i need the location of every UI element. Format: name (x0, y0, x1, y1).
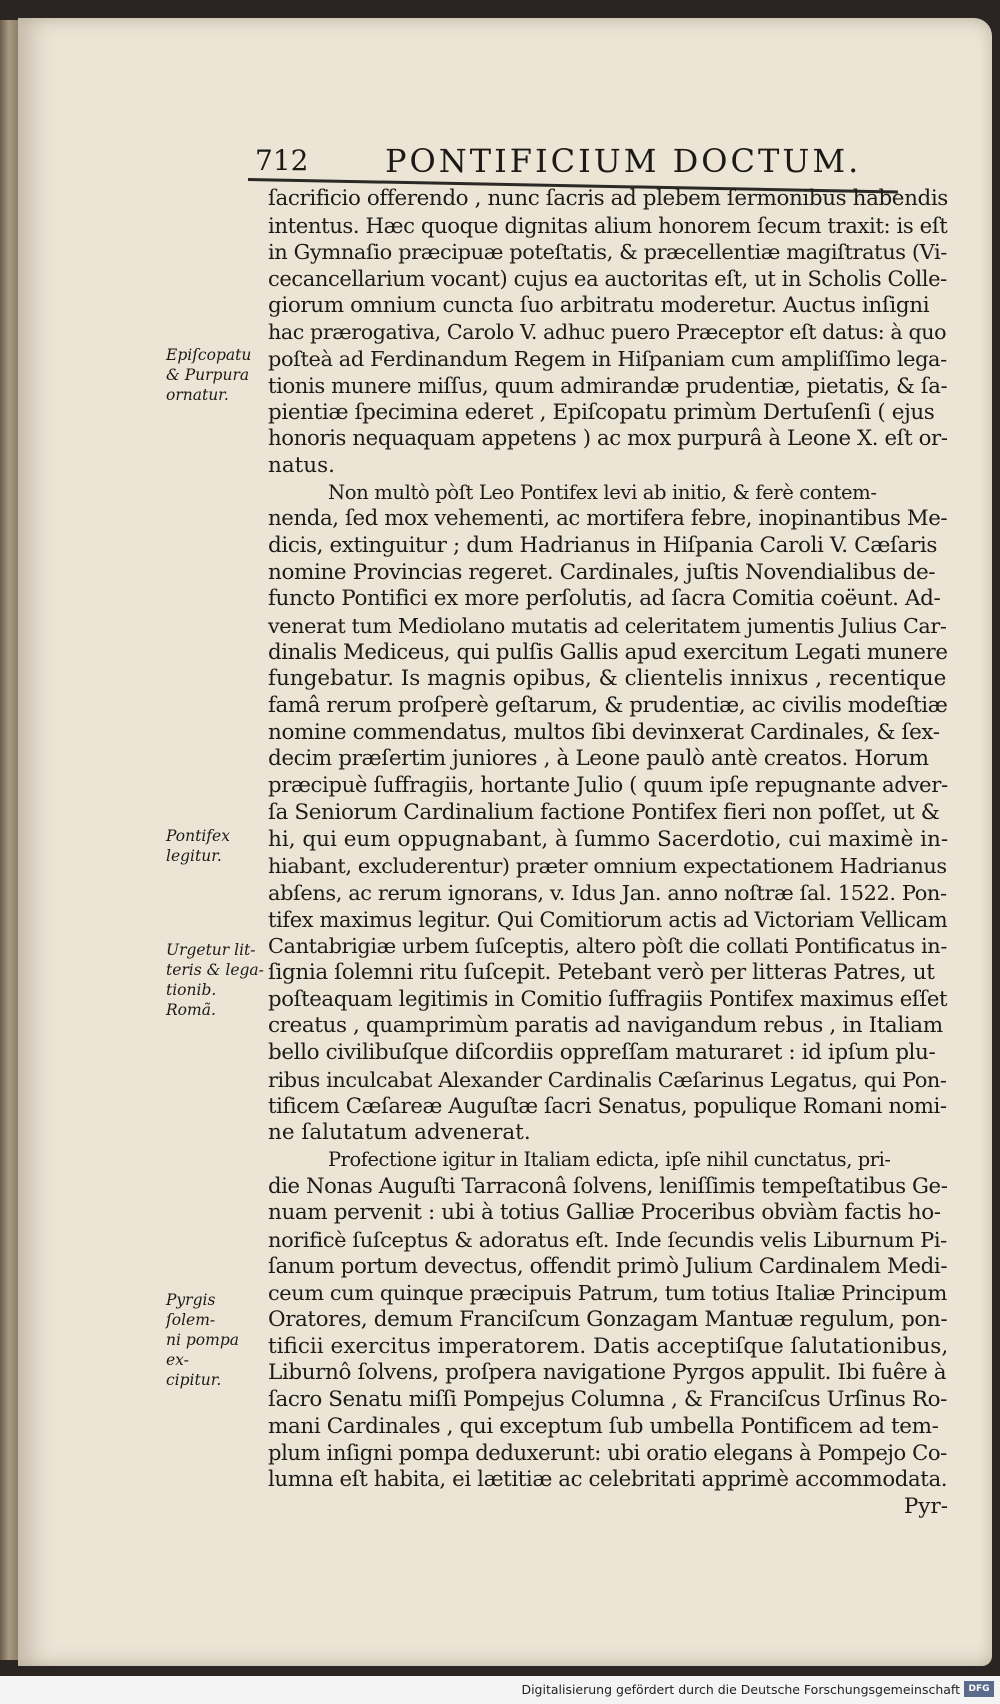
text-line: decim præſertim juniores , à Leone paulò antè creatos. Horum (268, 746, 929, 772)
text-line: venerat tum Mediolano mutatis ad celeritatem jumentis Julius Car- (268, 614, 947, 638)
page-number: 712 (255, 144, 309, 177)
text-line: in Gymnaſio præcipuæ poteſtatis, & præcellentiæ magiſtratus (Vi- (268, 240, 947, 265)
marginal-line: ni pompa ex- (166, 1331, 239, 1369)
text-line: ſa Seniorum Cardinalium factione Pontifex fieri non poſſet, ut & (268, 799, 940, 825)
text-line: dicis, extinguitur ; dum Hadrianus in Hiſpania Caroli V. Cæſaris (268, 532, 937, 558)
text-line: ne ſalutatum advenerat. (268, 1120, 531, 1146)
text-line: bello civilibuſque diſcordiis oppreſſam maturaret : id ipſum plu- (268, 1040, 936, 1065)
text-line: tificii exercitus imperatorem. Datis acceptiſque ſalutationibus, (268, 1333, 949, 1359)
marginal-note-urgetur (166, 940, 266, 1020)
marginal-line: Pontifex (166, 827, 230, 845)
marginal-line: legitur. (166, 847, 222, 865)
text-line: ſignia ſolemni ritu ſuſcepit. Petebant verò per litteras Patres, ut (268, 959, 935, 985)
marginal-note-episcopatu (166, 345, 266, 405)
marginal-line: Epiſcopatu (166, 346, 252, 364)
text-line: tificem Cæſareæ Auguſtæ ſacri Senatus, populique Romani nomi- (268, 1093, 947, 1119)
marginal-line: cipitur. (166, 1371, 222, 1389)
text-line: nomine Provincias regeret. Cardinales, juſtis Novendialibus de- (268, 559, 936, 585)
digitization-footer (0, 1676, 1000, 1704)
marginal-line: tionib. Romã. (166, 981, 217, 1019)
text-line: poſteaquam legitimis in Comitio ſuffragiis Pontifex maximus eſſet (268, 986, 948, 1012)
text-line: Profectione igitur in Italiam edicta, ipſe nihil cunctatus, pri- (328, 1147, 891, 1171)
text-line: hac prærogativa, Carolo V. adhuc puero Præceptor eſt datus: à quo (268, 320, 947, 345)
text-line: famâ rerum proſperè geſtarum, & prudentiæ, ac civilis modeſtiæ (268, 693, 948, 719)
text-line: Non multò pòſt Leo Pontifex levi ab initio, & ferè contem- (328, 480, 877, 504)
page-header (255, 140, 895, 184)
body-text (268, 186, 948, 1520)
text-line: hi, qui eum oppugnabant, à ſummo Sacerdotio, cui maximè in- (268, 826, 949, 852)
text-line: præcipuè ſuffragiis, hortante Julio ( quum ipſe repugnante adver- (268, 773, 948, 799)
marginal-note-pyrgis (166, 1290, 266, 1390)
text-line: ſacrificio offerendo , nunc ſacris ad plebem ſermonibus habendis (268, 186, 948, 211)
text-line: fungebatur. Is magnis opibus, & clientelis innixus , recentique (268, 666, 947, 692)
text-line: hiabant, excluderentur) præter omnium expectationem Hadrianus (268, 854, 947, 879)
text-line: die Nonas Auguſti Tarraconâ ſolvens, leniſſimis tempeſtatibus Ge- (268, 1173, 948, 1199)
text-line: lumna eſt habita, ei lætitiæ ac celebritati apprimè accommodata. (268, 1467, 948, 1492)
text-line: dinalis Mediceus, qui pulſis Gallis apud exercitum Legati munere (268, 639, 948, 665)
marginal-note-pontifex (166, 826, 266, 866)
text-line: norificè ſuſceptus & adoratus eſt. Inde ſecundis velis Liburnum Pi- (268, 1227, 947, 1252)
dfg-logo: DFG (964, 1681, 994, 1697)
marginal-line: teris & lega- (166, 961, 264, 979)
text-line: functo Pontifici ex more perſolutis, ad ſacra Comitia coëunt. Ad- (268, 586, 941, 612)
marginal-line: & Purpura (166, 366, 250, 384)
catchword: Pyr- (903, 1493, 948, 1519)
text-line: tionis munere miſſus, quum admirandæ prudentiæ, pietatis, & ſa- (268, 372, 948, 398)
text-line: natus. (268, 452, 336, 478)
text-line: mani Cardinales , qui exceptum ſub umbella Pontificem ad tem- (268, 1413, 939, 1439)
running-title: PONTIFICIUM DOCTUM. (385, 142, 862, 180)
footer-credit: Digitalisierung gefördert durch die Deutsche Forschungsgemeinschaft (521, 1682, 960, 1697)
text-line: tifex maximus legitur. Qui Comitiorum actis ad Victoriam Vellicam (268, 907, 948, 932)
marginal-line: ornatur. (166, 386, 229, 404)
text-line: creatus , quamprimùm paratis ad navigandum rebus , in Italiam (268, 1013, 943, 1039)
text-line: giorum omnium cuncta ſuo arbitratu moderetur. Auctus inſigni (268, 292, 930, 318)
text-line: pientiæ ſpecimina ederet , Epiſcopatu primùm Dertuſenſi ( ejus (268, 399, 935, 425)
marginal-line: Urgetur lit- (166, 941, 256, 959)
text-line: nenda, ſed mox vehementi, ac mortifera febre, inopinantibus Me- (268, 506, 948, 532)
text-line: ceum cum quinque præcipuis Patrum, tum totius Italiæ Principum (268, 1281, 947, 1306)
text-line: Liburnô ſolvens, proſpera navigatione Pyrgos appulit. Ibi fuêre à (268, 1360, 947, 1386)
text-line: nuam pervenit : ubi à totius Galliæ Proceribus obviàm factis ho- (268, 1200, 941, 1226)
text-line: intentus. Hæc quoque dignitas alium honorem ſecum traxit: is eſt (268, 212, 948, 238)
text-line: ſacro Senatu miſſi Pompejus Columna , & Franciſcus Urſinus Ro- (268, 1386, 947, 1412)
text-line: ribus inculcabat Alexander Cardinalis Cæſarinus Legatus, qui Pon- (268, 1067, 947, 1092)
text-line: poſteà ad Ferdinandum Regem in Hiſpaniam cum ampliſſimo lega- (268, 347, 947, 372)
text-line: plum inſigni pompa deduxerunt: ubi oratio elegans à Pompejo Co- (268, 1440, 947, 1466)
text-line: Oratores, demum Franciſcum Gonzagam Mantuæ regulum, pon- (268, 1306, 948, 1332)
text-line: honoris nequaquam appetens ) ac mox purpurâ à Leone X. eſt or- (268, 426, 948, 452)
text-line: Cantabrigiæ urbem ſuſceptis, altero pòſt die collati Pontificatus in- (268, 934, 947, 959)
text-line: abſens, ac rerum ignorans, v. Idus Jan. anno noſtræ ſal. 1522. Pon- (268, 880, 947, 905)
text-line: ſanum portum devectus, offendit primò Julium Cardinalem Medi- (268, 1253, 948, 1279)
text-line: nomine commendatus, multos ſibi devinxerat Cardinales, & ſex- (268, 719, 940, 745)
marginal-line: Pyrgis ſolem- (166, 1291, 216, 1329)
text-line: cecancellarium vocant) cujus ea auctoritas eſt, ut in Scholis Colle- (268, 266, 947, 292)
